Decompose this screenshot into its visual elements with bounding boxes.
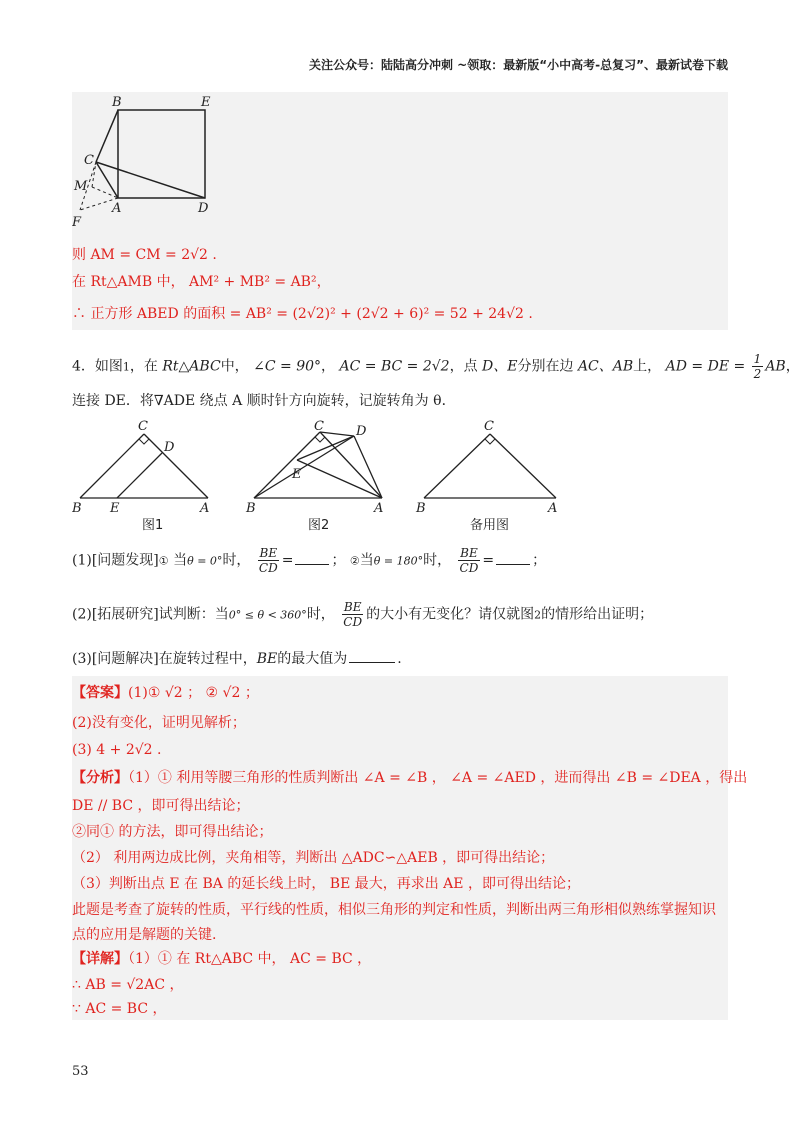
detail-line-3: ∵ AC = BC ，	[72, 1001, 167, 1017]
answer-blank-3	[349, 652, 395, 663]
solution-line-2: 在 Rt△AMB 中， AM² + MB² = AB²，	[72, 274, 331, 290]
page-number: 53	[72, 1064, 89, 1079]
answer-line-1: 【答案】(1)① √2 ； ② √2 ；	[72, 685, 259, 701]
analysis-line-7: 点的应用是解题的关键.	[72, 927, 217, 943]
solution-line-1: 则 AM = CM = 2√2 .	[72, 247, 217, 263]
analysis-line-4: （2） 利用两边成比例，夹角相等，判断出 △ADC∽△AEB ，即可得出结论；	[72, 850, 555, 866]
analysis-line-1: 【分析】（1）① 利用等腰三角形的性质判断出 ∠A = ∠B ， ∠A = ∠AED ，进而得出 ∠B = ∠DEA ，得出	[72, 770, 748, 786]
solution-line-3: ∴ 正方形 ABED 的面积 = AB² = (2√2)² + (2√2 + 6)² = 52 + 24√2 .	[72, 306, 533, 322]
figure-spare	[414, 418, 574, 514]
label-M: M	[74, 179, 88, 194]
fig3-caption: 备用图	[470, 518, 510, 533]
fig1-label-B: B	[72, 501, 82, 514]
analysis-line-2: DE // BC ，即可得出结论；	[72, 798, 250, 814]
problem-line-1: 4．如图1，在 Rt△ABC中， ∠C = 90°， AC = BC = 2√2，点 D、E分别在边 AC、AB上， AD = DE = $\frac{1}{2}$ AB，	[72, 352, 800, 381]
answer-line-2: (2)没有变化，证明见解析；	[72, 715, 246, 731]
fig1-label-C: C	[138, 419, 148, 434]
figure-1	[72, 418, 232, 514]
fig2-label-C: C	[314, 419, 324, 434]
question-2: (2)[拓展研究]试判断：当0° ≤ θ < 360°时， $\frac{BE}{CD}$ 的大小有无变化？请仅就图2的情形给出证明；	[72, 600, 654, 629]
fig2-label-A: A	[374, 501, 384, 514]
label-B: B	[112, 95, 122, 110]
square-figure	[72, 92, 232, 242]
question-1: (1)[问题发现]① 当θ = 0°时， $\frac{BE}{CD}$ = ； ②当θ = 180°时， $\frac{BE}{CD}$ = ；	[72, 546, 547, 575]
fig3-label-C: C	[484, 419, 494, 434]
fig2-label-D: D	[356, 424, 367, 439]
label-A: A	[112, 201, 122, 216]
fig2-label-E: E	[292, 467, 302, 482]
label-D: D	[198, 201, 209, 216]
fig2-caption: 图2	[308, 518, 330, 533]
fig3-label-A: A	[548, 501, 558, 514]
figure-2	[242, 418, 402, 514]
answer-blank-1	[295, 554, 329, 565]
detail-line-1: 【详解】（1）① 在 Rt△ABC 中， AC = BC ，	[72, 951, 372, 967]
analysis-line-5: （3）判断出点 E 在 BA 的延长线上时， BE 最大，再求出 AE ，即可得出结论；	[72, 876, 580, 892]
label-E: E	[201, 95, 211, 110]
fig1-caption: 图1	[142, 518, 164, 533]
fig2-label-B: B	[246, 501, 256, 514]
fig1-label-A: A	[200, 501, 210, 514]
fig1-label-E: E	[110, 501, 120, 514]
fig1-label-D: D	[164, 440, 175, 455]
page-header: 关注公众号：陆陆高分冲刺 ~领取：最新版“小中高考-总复习”、最新试卷下载	[309, 58, 728, 72]
answer-line-3: (3) 4 + 2√2 .	[72, 742, 162, 758]
detail-line-2: ∴ AB = √2AC ，	[72, 977, 184, 993]
label-C: C	[84, 153, 94, 168]
label-F: F	[72, 215, 82, 230]
analysis-line-3: ②同① 的方法，即可得出结论；	[72, 824, 273, 840]
answer-blank-2	[496, 554, 530, 565]
fraction-half: $\frac{1}{2}$	[753, 352, 762, 381]
analysis-line-6: 此题是考查了旋转的性质，平行线的性质，相似三角形的判定和性质，判断出两三角形相似熟练掌握知识	[72, 902, 716, 918]
fig3-label-B: B	[416, 501, 426, 514]
question-3: (3)[问题解决]在旋转过程中，BE的最大值为 .	[72, 651, 402, 667]
problem-line-2: 连接 DE．将∇ADE 绕点 A 顺时针方向旋转，记旋转角为 θ．	[72, 393, 456, 409]
